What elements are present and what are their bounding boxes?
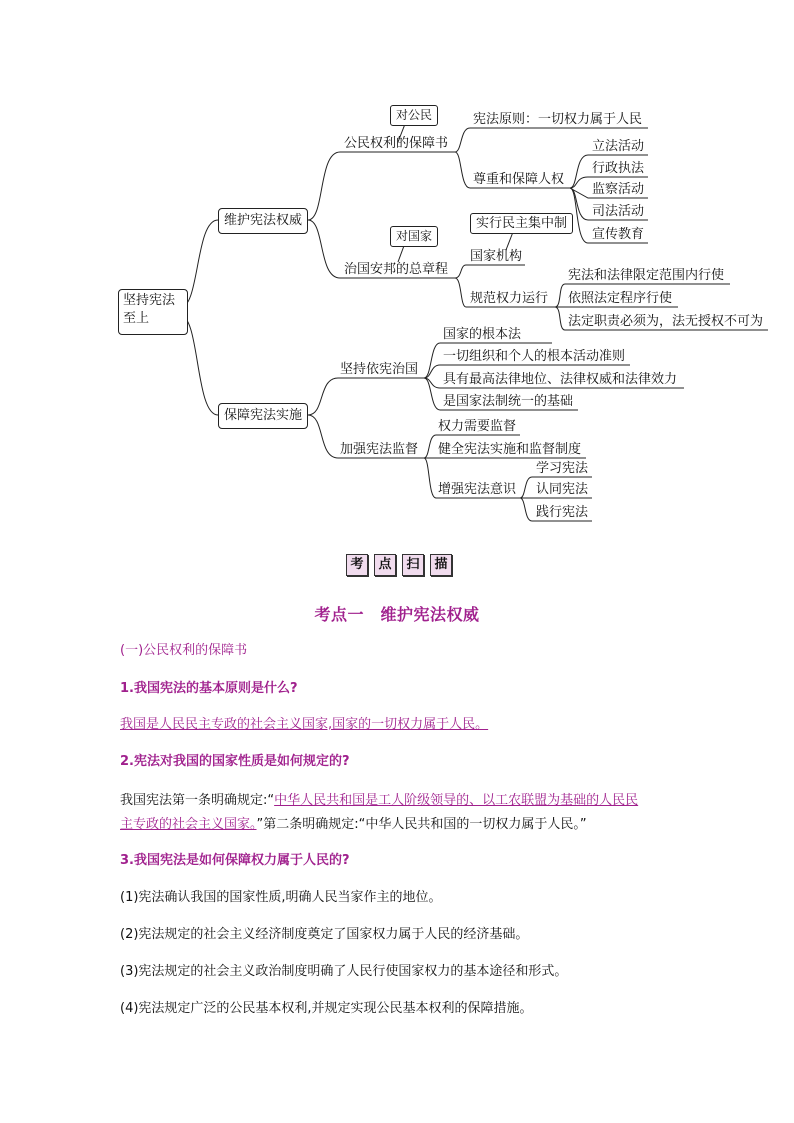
branch-ensure-implementation: 保障宪法实施 — [218, 403, 308, 429]
question-3: 3.我国宪法是如何保障权力属于人民的? — [120, 853, 350, 868]
node-regulate-item-0: 宪法和法律限定范围内行使 — [568, 268, 725, 283]
node-adhere-item-3: 是国家法制统一的基础 — [443, 394, 574, 409]
node-adhere-item-0: 国家的根本法 — [443, 327, 522, 342]
callout-democratic-centralism: 实行民主集中制 — [470, 213, 573, 234]
answer-2-suffix: ”第二条明确规定:“中华人民共和国的一切权力属于人民。” — [256, 817, 587, 832]
node-activity-3: 司法活动 — [592, 204, 645, 219]
node-regulate-power: 规范权力运行 — [470, 291, 549, 306]
answer-2 — [120, 789, 680, 837]
node-awareness-item-1: 认同宪法 — [536, 482, 589, 497]
callout-for-state: 对国家 — [390, 226, 438, 247]
node-activity-2: 监察活动 — [592, 182, 645, 197]
node-rights-charter: 公民权利的保障书 — [344, 136, 449, 151]
branch-maintain-authority: 维护宪法权威 — [218, 208, 308, 234]
question-1: 1.我国宪法的基本原则是什么? — [120, 681, 298, 696]
root-line-2: 至上 — [123, 311, 150, 326]
node-awareness-item-0: 学习宪法 — [536, 461, 589, 476]
answer-1: 我国是人民民主专政的社会主义国家,国家的一切权力属于人民。 — [120, 717, 489, 732]
node-awareness-item-2: 践行宪法 — [536, 505, 589, 520]
node-activity-1: 行政执法 — [592, 161, 645, 176]
node-general-charter: 治国安邦的总章程 — [344, 262, 449, 277]
answer-3-item-0: (1)宪法确认我国的国家性质,明确人民当家作主的地位。 — [120, 890, 442, 905]
root-line-1: 坚持宪法 — [123, 293, 176, 308]
scan-char-1: 点 — [374, 554, 396, 576]
scan-char-0: 考 — [346, 554, 368, 576]
node-adhere-item-2: 具有最高法律地位、法律权威和法律效力 — [443, 372, 678, 387]
answer-3-item-2: (3)宪法规定的社会主义政治制度明确了人民行使国家权力的基本途径和形式。 — [120, 964, 568, 979]
node-regulate-item-1: 依照法定程序行使 — [568, 291, 673, 306]
node-awareness: 增强宪法意识 — [438, 482, 517, 497]
node-adhere: 坚持依宪治国 — [340, 362, 419, 377]
exam-scan-banner — [346, 554, 452, 576]
node-supervise-item-0: 权力需要监督 — [438, 419, 517, 434]
root-node — [118, 289, 188, 335]
scan-char-2: 扫 — [402, 554, 424, 576]
callout-for-citizens: 对公民 — [390, 105, 438, 126]
section-title: 考点一 维护宪法权威 — [314, 605, 480, 624]
mind-map — [0, 0, 794, 540]
node-principle: 宪法原则：一切权力属于人民 — [473, 112, 643, 127]
node-supervise-item-1: 健全宪法实施和监督制度 — [438, 442, 582, 457]
answer-2-highlight-1: 中华人民共和国是工人阶级领导的、以工农联盟为基础的人民民 — [274, 793, 639, 808]
node-respect-rights: 尊重和保障人权 — [473, 172, 565, 187]
answer-2-highlight-2: 主专政的社会主义国家。 — [120, 817, 257, 832]
answer-2-prefix: 我国宪法第一条明确规定:“ — [120, 793, 275, 808]
node-supervise: 加强宪法监督 — [340, 442, 419, 457]
node-state-organs: 国家机构 — [470, 249, 523, 264]
question-2: 2.宪法对我国的国家性质是如何规定的? — [120, 754, 350, 769]
node-activity-0: 立法活动 — [592, 139, 645, 154]
subsection-heading: (一)公民权利的保障书 — [120, 643, 248, 658]
answer-3-item-1: (2)宪法规定的社会主义经济制度奠定了国家权力属于人民的经济基础。 — [120, 927, 529, 942]
node-adhere-item-1: 一切组织和个人的根本活动准则 — [443, 349, 626, 364]
scan-char-3: 描 — [430, 554, 452, 576]
answer-3-item-3: (4)宪法规定广泛的公民基本权利,并规定实现公民基本权利的保障措施。 — [120, 1001, 533, 1016]
node-regulate-item-2: 法定职责必须为，法无授权不可为 — [568, 314, 764, 329]
node-activity-4: 宣传教育 — [592, 227, 645, 242]
